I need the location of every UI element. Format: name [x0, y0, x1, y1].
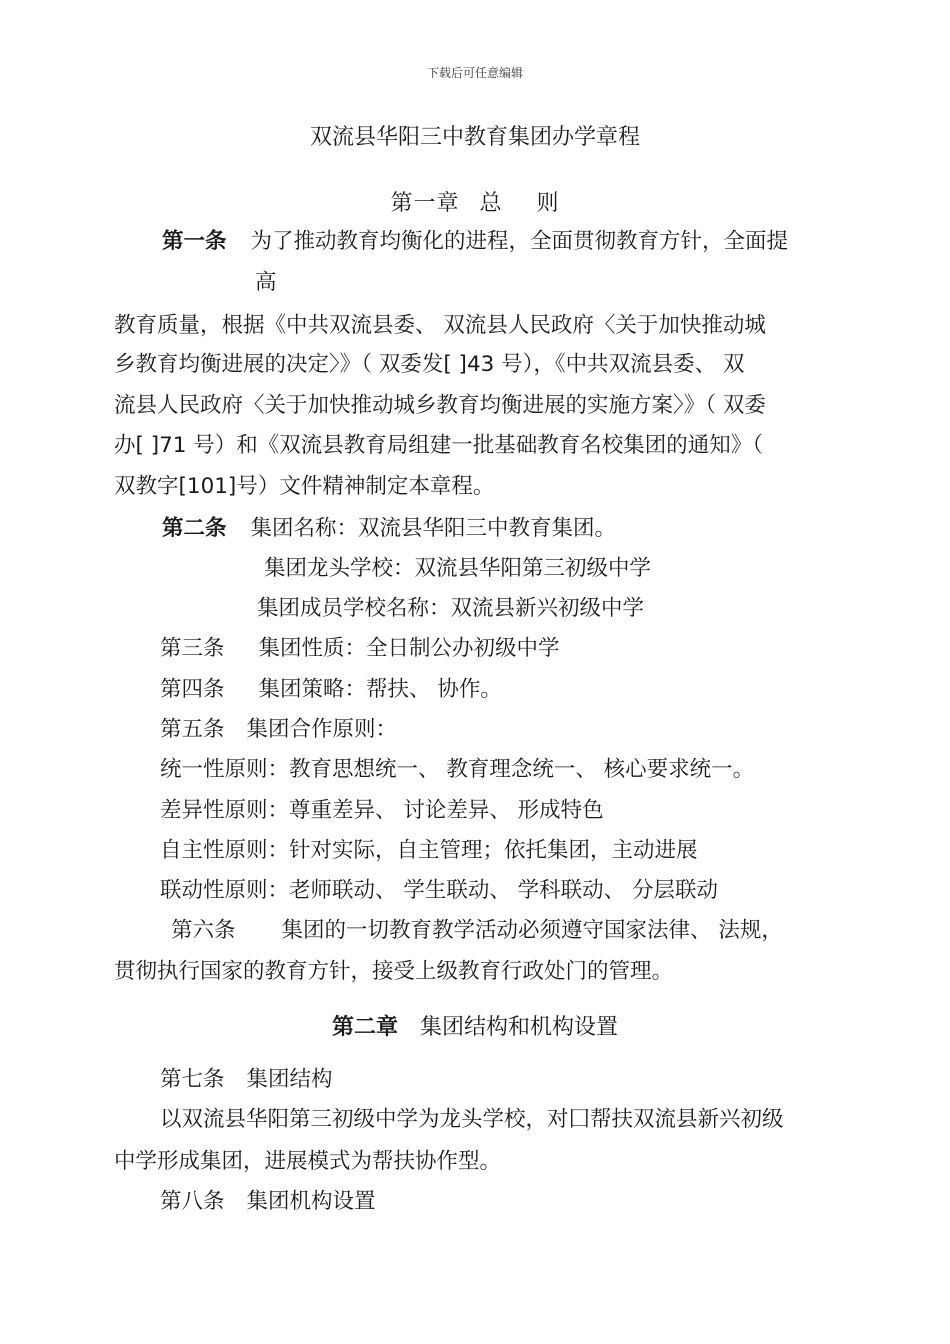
article-2-line-1: 集团名称：双流县华阳三中教育集团。 [250, 516, 617, 541]
article-8 [160, 1187, 376, 1217]
article-3-text: 集团性质：全日制公办初级中学 [258, 636, 560, 661]
article-7-text: 集团结构 [246, 1067, 333, 1092]
chapter-1-word-2: 则 [536, 191, 560, 216]
article-8-text: 集团机构设置 [246, 1189, 376, 1214]
chapter-2-title: 集团结构和机构设置 [420, 1015, 619, 1040]
article-3 [160, 634, 560, 664]
principle-unity: 统一性原则：教育思想统一、 教育理念统一、 核心要求统一。 [160, 757, 755, 782]
principle-autonomy: 自主性原则：针对实际，自主管理；依托集团，主动进展 [160, 838, 698, 863]
article-3-label: 第三条 [160, 636, 225, 661]
article-2-line-2: 集团龙头学校：双流县华阳第三初级中学 [264, 556, 652, 581]
article-7-label: 第七条 [160, 1067, 225, 1092]
article-4-text: 集团策略：帮扶、 协作。 [258, 677, 502, 702]
article-1-line-2: 高 [255, 270, 277, 295]
article-7-line-1: 以双流县华阳第三初级中学为龙头学校，对囗帮扶双流县新兴初级 [160, 1107, 784, 1132]
article-1-label: 第一条 [162, 229, 227, 254]
principle-linkage: 联动性原则：老师联动、 学生联动、 学科联动、 分层联动 [160, 878, 719, 903]
document-title: 双流县华阳三中教育集团办学章程 [309, 125, 640, 150]
chapter-1-heading [0, 186, 950, 217]
article-6-label: 第六条 [171, 918, 236, 943]
article-1-line-3: 教育质量，根据《中共双流县委、 双流县人民政府〈关于加快推动城 [114, 313, 766, 338]
page-header: 下载后可任意编辑 [426, 66, 523, 80]
article-4 [160, 675, 502, 705]
article-1-line-1: 为了推动教育均衡化的进程，全面贯彻教育方针，全面提 [250, 229, 789, 254]
article-5 [160, 715, 397, 745]
article-1-line-5: 流县人民政府〈关于加快推动城乡教育均衡进展的实施方案〉》（ 双委 [114, 393, 766, 418]
chapter-2-number: 第二章 [331, 1015, 398, 1040]
principle-difference: 差异性原则：尊重差异、 讨论差异、 形成特色 [160, 798, 604, 823]
article-1-line-7: 双教字[101]号）文件精神制定本章程。 [114, 474, 495, 499]
article-1-line-4: 乡教育均衡进展的决定〉》（ 双委发[ ]43 号），《中共双流县委、 双 [114, 352, 745, 377]
article-2-first-line [162, 514, 616, 544]
article-2-line-3: 集团成员学校名称：双流县新兴初级中学 [257, 596, 645, 621]
article-6-line-2: 贯彻执行国家的教育方针，接受上级教育行政处门的管理。 [114, 959, 674, 984]
article-1-line-6: 办[ ]71 号）和《双流县教育局组建一批基础教育名校集团的通知》（ [114, 433, 764, 458]
article-5-label: 第五条 [160, 717, 225, 742]
article-7 [160, 1065, 333, 1095]
article-2-label: 第二条 [162, 516, 227, 541]
chapter-1-word-1: 总 [479, 191, 503, 216]
article-5-text: 集团合作原则： [246, 717, 398, 742]
article-8-label: 第八条 [160, 1189, 225, 1214]
article-7-line-2: 中学形成集团，进展模式为帮扶协作型。 [114, 1149, 502, 1174]
chapter-2-heading [0, 1010, 950, 1041]
article-1-first-line [162, 227, 788, 257]
article-6-line-1: 集团的一切教育教学活动必须遵守国家法律、 法规， [281, 918, 783, 943]
chapter-1-number: 第一章 [390, 191, 460, 216]
article-6-first-line [171, 916, 783, 946]
article-4-label: 第四条 [160, 677, 225, 702]
